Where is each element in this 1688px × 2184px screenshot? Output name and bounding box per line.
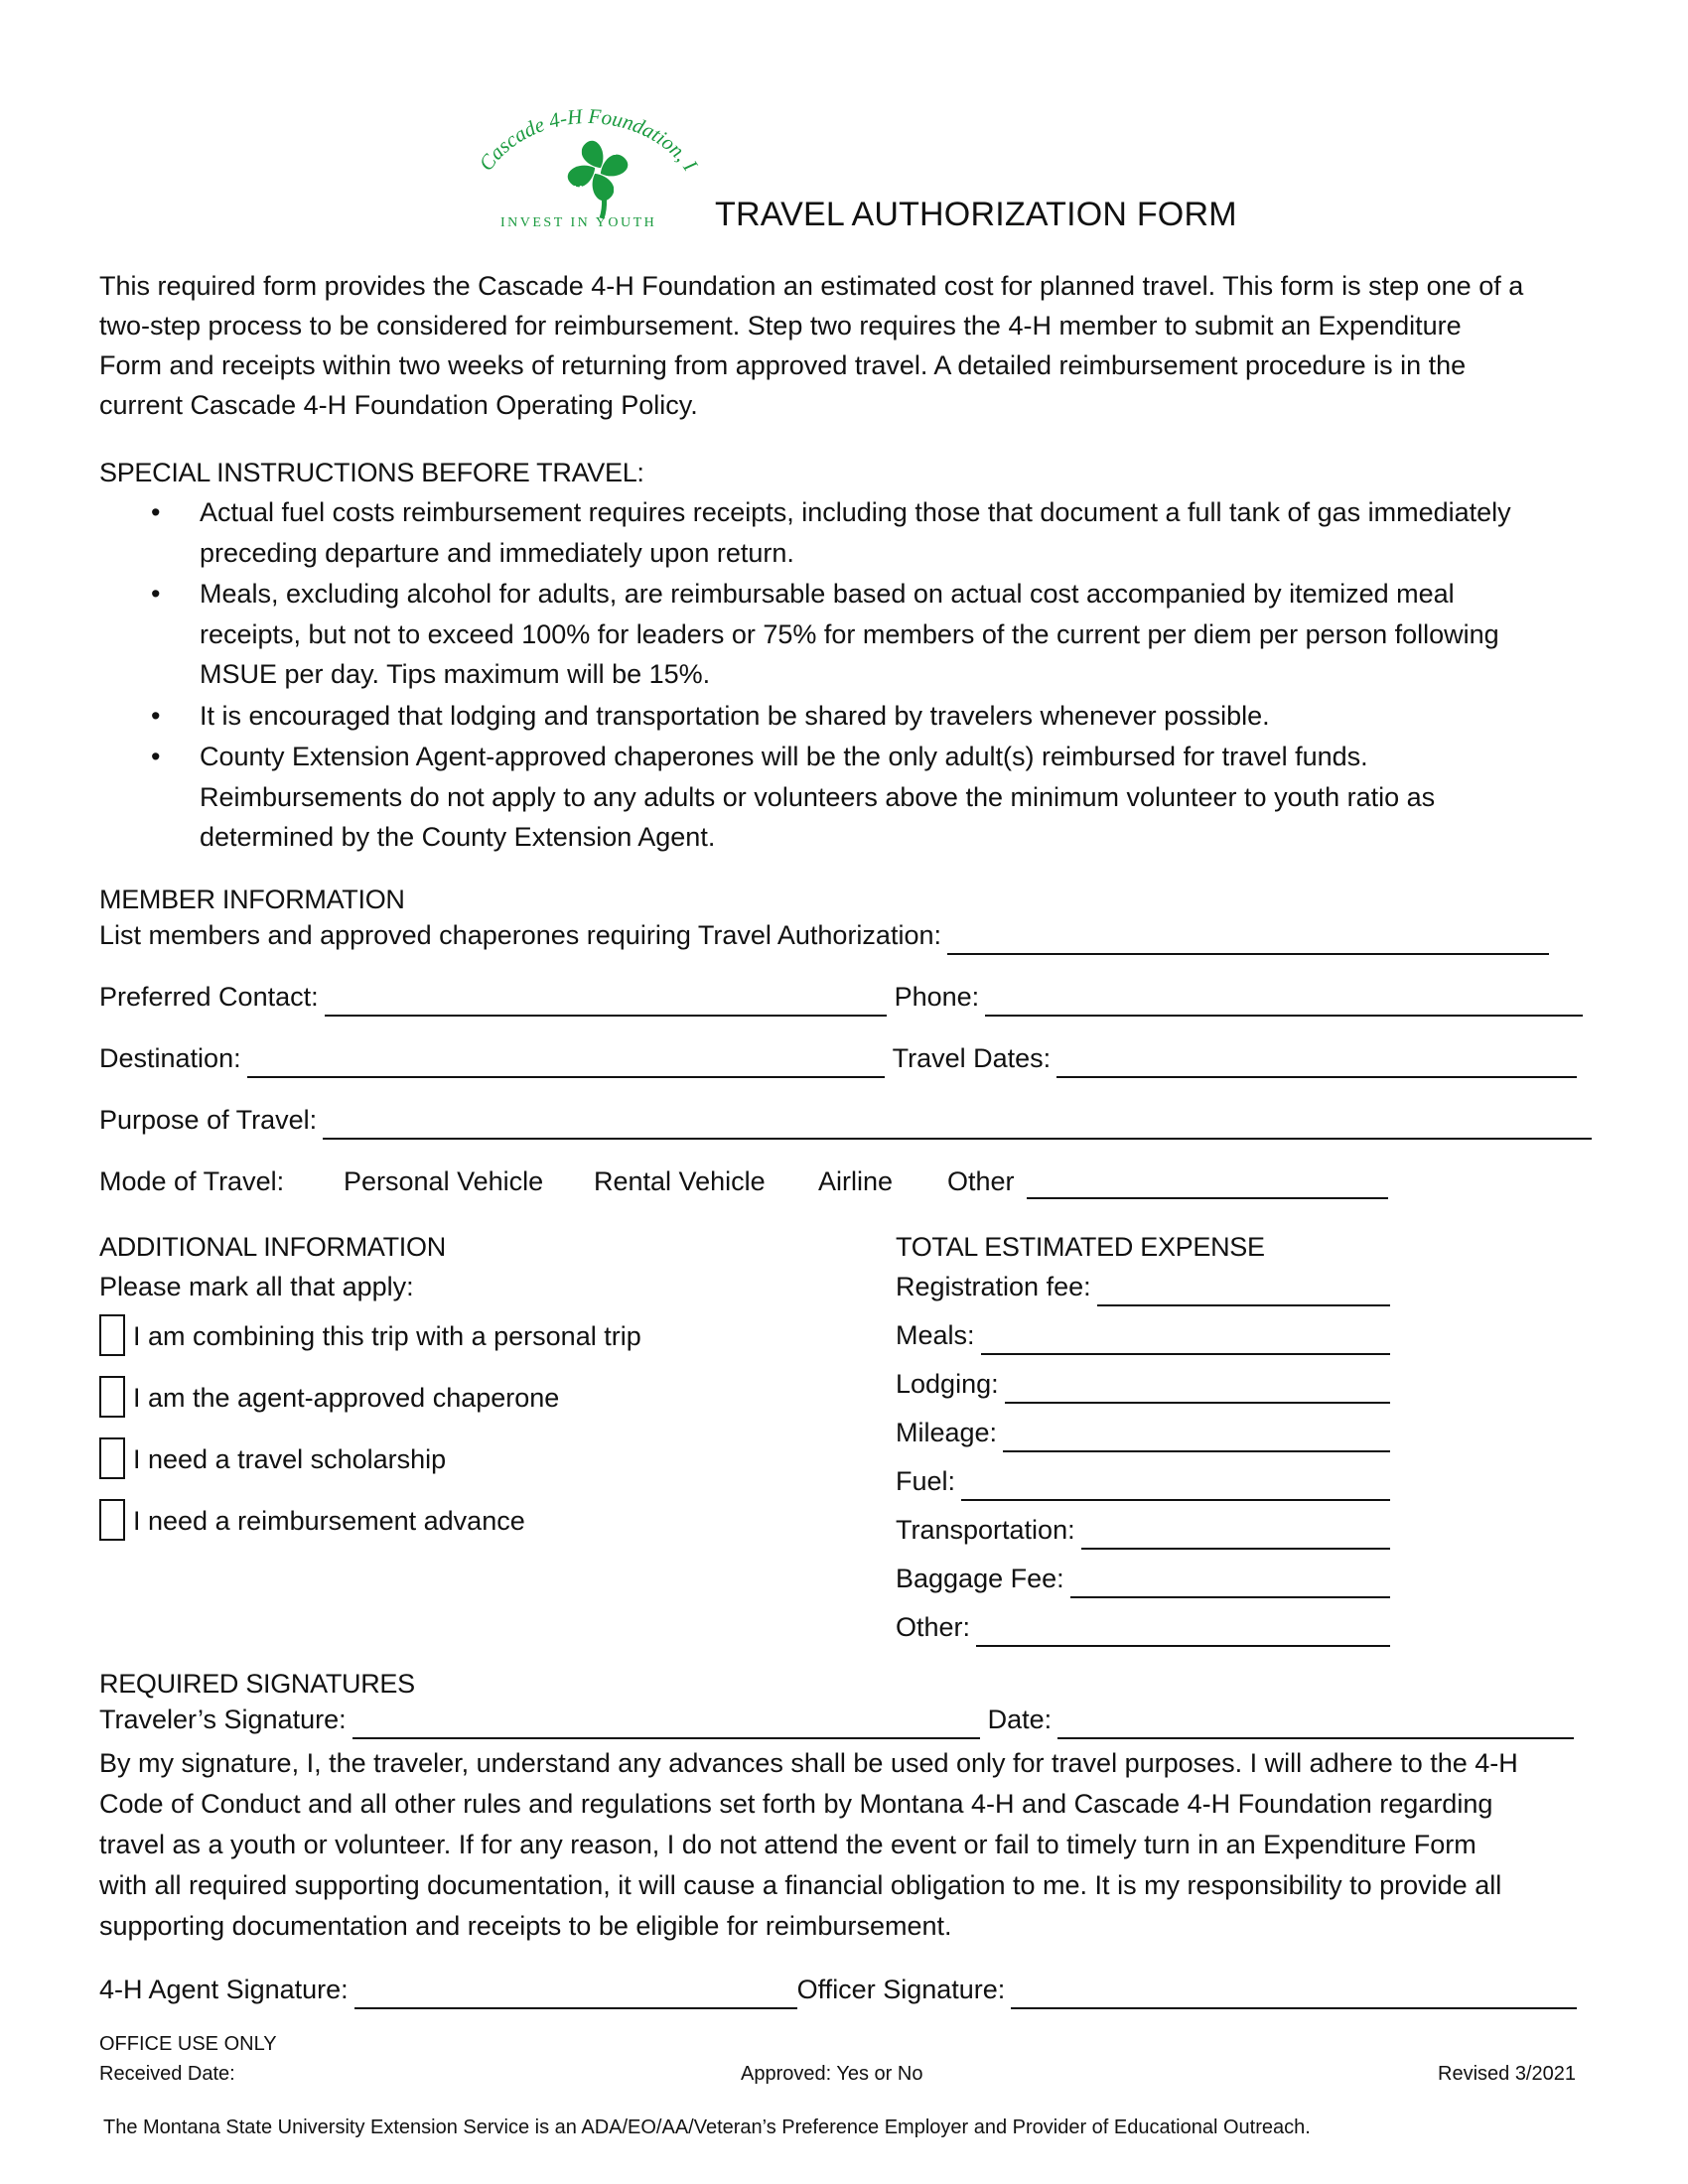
checkbox-label: I need a travel scholarship: [133, 1444, 447, 1474]
logo-tagline: INVEST IN YOUTH: [500, 215, 657, 230]
approved-label: Approved: Yes or No: [741, 2063, 923, 2085]
checkbox-label: I am the agent-approved chaperone: [133, 1383, 560, 1413]
officer-signature-field[interactable]: [1011, 1978, 1577, 2009]
lodging-field[interactable]: [1005, 1372, 1390, 1404]
officer-signature-label: Officer Signature:: [796, 1975, 1006, 2004]
intro-line: Form and receipts within two weeks of returning from approved travel. A detailed reimbursement procedure is in the: [99, 350, 1467, 380]
traveler-signature-row: [99, 1700, 1574, 1739]
expense-label: Other:: [896, 1612, 971, 1642]
mode-rental-vehicle[interactable]: Rental Vehicle: [594, 1166, 766, 1196]
signature-statement: [99, 1743, 1609, 1947]
other-expense-field[interactable]: [976, 1615, 1390, 1647]
personal-trip-checkbox[interactable]: [99, 1314, 125, 1356]
mode-other-field[interactable]: [1027, 1167, 1388, 1199]
contact-row: [99, 977, 1583, 1017]
intro-line: current Cascade 4-H Foundation Operating Policy.: [99, 390, 698, 420]
statement-line: supporting documentation and receipts to be eligible for reimbursement.: [99, 1911, 952, 1941]
expense-label: Fuel:: [896, 1466, 956, 1496]
agent-officer-row: [99, 1970, 1577, 2009]
clover-logo-graphic: [469, 99, 727, 238]
members-list-label: List members and approved chaperones requiring Travel Authorization:: [99, 920, 941, 950]
expense-row: [896, 1461, 1390, 1501]
traveler-signature-field[interactable]: [352, 1707, 980, 1739]
statement-line: By my signature, I, the traveler, understand any advances shall be used only for travel purposes. I will adhere to the 4-H: [99, 1748, 1518, 1778]
list-item-line: receipts, but not to exceed 100% for leaders or 75% for members of the current per diem per person following: [200, 618, 1499, 649]
mode-airline[interactable]: Airline: [818, 1166, 894, 1196]
checkbox-label: I am combining this trip with a personal trip: [133, 1321, 641, 1351]
intro-paragraph: [99, 266, 1589, 425]
expense-row: [896, 1267, 1390, 1306]
clover-letter: H: [573, 143, 583, 158]
form-title: TRAVEL AUTHORIZATION FORM: [715, 196, 1237, 233]
preferred-contact-label: Preferred Contact:: [99, 982, 319, 1012]
member-info-heading: MEMBER INFORMATION: [99, 885, 405, 914]
traveler-signature-label: Traveler’s Signature:: [99, 1705, 347, 1734]
mode-other[interactable]: Other: [947, 1166, 1015, 1196]
bullet-icon: •: [151, 742, 161, 771]
preferred-contact-field[interactable]: [325, 985, 887, 1017]
destination-label: Destination:: [99, 1043, 241, 1073]
checkbox-row: [99, 1376, 559, 1418]
list-item: [99, 696, 1589, 737]
expense-row: [896, 1413, 1390, 1452]
expense-row: [896, 1364, 1390, 1404]
logo-arc-text: [469, 99, 703, 176]
travel-dates-label: Travel Dates:: [892, 1043, 1052, 1073]
bullet-icon: •: [151, 700, 161, 731]
additional-info-subheading: Please mark all that apply:: [99, 1272, 414, 1301]
cascade-4h-logo: [469, 99, 727, 238]
list-item-line: Actual fuel costs reimbursement requires receipts, including those that document a full tank of gas immediately: [200, 497, 1511, 527]
date-label: Date:: [987, 1705, 1053, 1734]
expense-label: Lodging:: [896, 1369, 999, 1399]
advance-checkbox[interactable]: [99, 1499, 125, 1541]
baggage-fee-field[interactable]: [1070, 1567, 1390, 1598]
list-item: [99, 737, 1589, 858]
mileage-field[interactable]: [1003, 1421, 1390, 1452]
list-item-line: preceding departure and immediately upon return.: [200, 537, 794, 568]
travel-dates-field[interactable]: [1056, 1046, 1577, 1078]
phone-label: Phone:: [894, 982, 980, 1012]
clover-letter: H: [613, 183, 623, 198]
destination-row: [99, 1038, 1577, 1078]
checkbox-row: [99, 1314, 641, 1356]
bullet-icon: •: [151, 497, 161, 527]
expense-label: Baggage Fee:: [896, 1564, 1064, 1593]
special-instructions-heading: SPECIAL INSTRUCTIONS BEFORE TRAVEL:: [99, 458, 644, 487]
additional-info-heading: ADDITIONAL INFORMATION: [99, 1232, 446, 1262]
expense-row: [896, 1315, 1390, 1355]
list-item-line: County Extension Agent-approved chaperones will be the only adult(s) reimbursed for travel funds.: [200, 742, 1368, 771]
checkbox-row: [99, 1437, 446, 1479]
expense-label: Mileage:: [896, 1418, 998, 1447]
mode-of-travel-row: [0, 1161, 1688, 1201]
statement-line: with all required supporting documentation, it will cause a financial obligation to me. It is my responsibility to provide all: [99, 1870, 1502, 1900]
phone-field[interactable]: [985, 985, 1583, 1017]
list-item-line: determined by the County Extension Agent.: [200, 822, 716, 852]
expense-heading: TOTAL ESTIMATED EXPENSE: [896, 1232, 1265, 1262]
received-date-label: Received Date:: [99, 2063, 235, 2085]
expense-label: Meals:: [896, 1320, 975, 1350]
transportation-field[interactable]: [1081, 1518, 1390, 1550]
special-instructions-list: [99, 492, 1589, 859]
expense-label: Registration fee:: [896, 1272, 1091, 1301]
list-item-line: Meals, excluding alcohol for adults, are reimbursable based on actual cost accompanied by itemized meal: [200, 579, 1455, 609]
intro-line: two-step process to be considered for reimbursement. Step two requires the 4-H member to submit an Expenditure: [99, 311, 1462, 341]
members-list-field[interactable]: [947, 923, 1549, 955]
list-item-line: Reimbursements do not apply to any adults or volunteers above the minimum volunteer to youth ratio as: [200, 781, 1436, 812]
bullet-icon: •: [151, 579, 161, 609]
list-item-line: MSUE per day. Tips maximum will be 15%.: [200, 659, 711, 689]
list-item: [99, 574, 1589, 695]
list-item-line: It is encouraged that lodging and transportation be shared by travelers whenever possible.: [200, 700, 1270, 731]
expense-row: [896, 1607, 1390, 1647]
members-list-row: [99, 915, 1549, 955]
traveler-date-field[interactable]: [1057, 1707, 1574, 1739]
statement-line: Code of Conduct and all other rules and regulations set forth by Montana 4-H and Cascade 4-H Foundation regarding: [99, 1789, 1493, 1819]
footer-disclaimer: The Montana State University Extension Service is an ADA/EO/AA/Veteran’s Preference Employer and Provider of Educational Outreach.: [103, 2116, 1311, 2138]
checkbox-label: I need a reimbursement advance: [133, 1506, 525, 1536]
fuel-field[interactable]: [961, 1469, 1390, 1501]
statement-line: travel as a youth or volunteer. If for any reason, I do not attend the event or fail to timely turn in an Expenditure Form: [99, 1830, 1477, 1859]
meals-field[interactable]: [981, 1323, 1390, 1355]
mode-personal-vehicle[interactable]: Personal Vehicle: [344, 1166, 544, 1196]
destination-field[interactable]: [247, 1046, 885, 1078]
expense-label: Transportation:: [896, 1515, 1075, 1545]
purpose-row: [99, 1100, 1592, 1140]
clover-letter: H: [573, 183, 583, 198]
revised-date: Revised 3/2021: [1438, 2063, 1576, 2085]
chaperone-checkbox[interactable]: [99, 1376, 125, 1418]
agent-signature-field[interactable]: [354, 1978, 797, 2009]
clover-letter: H: [613, 143, 623, 158]
checkbox-row: [99, 1499, 525, 1541]
scholarship-checkbox[interactable]: [99, 1437, 125, 1479]
signatures-heading: REQUIRED SIGNATURES: [99, 1669, 415, 1699]
purpose-field[interactable]: [323, 1108, 1592, 1140]
office-use-heading: OFFICE USE ONLY: [99, 2033, 277, 2055]
agent-signature-label: 4-H Agent Signature:: [99, 1975, 349, 2004]
list-item: [99, 492, 1589, 573]
expense-row: [896, 1559, 1390, 1598]
mode-label: Mode of Travel:: [99, 1166, 285, 1196]
expense-row: [896, 1510, 1390, 1550]
registration-fee-field[interactable]: [1097, 1275, 1390, 1306]
intro-line: This required form provides the Cascade 4-H Foundation an estimated cost for planned travel. This form is step one of a: [99, 271, 1524, 301]
logo-arc-textpath: Cascade 4-H Foundation, I: [474, 103, 703, 176]
purpose-label: Purpose of Travel:: [99, 1105, 318, 1135]
